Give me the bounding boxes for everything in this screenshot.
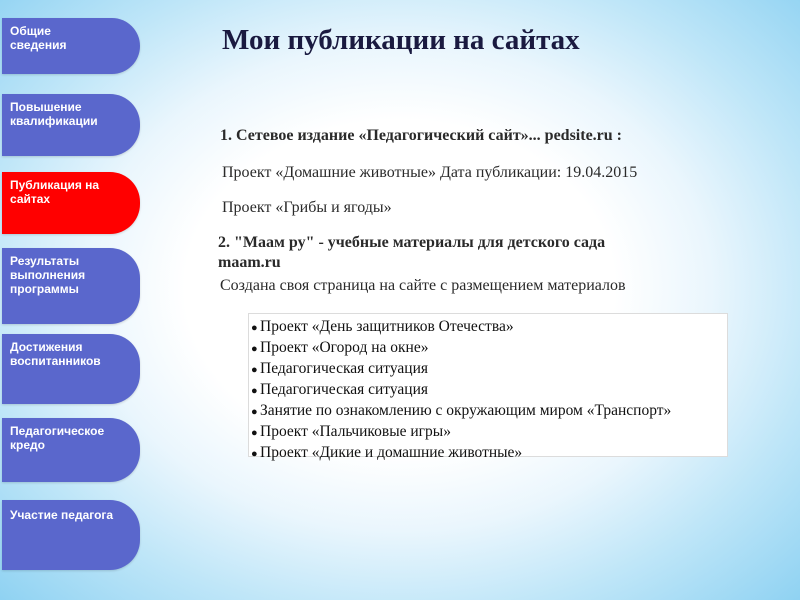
- nav-button-label: Повышение квалификации: [10, 100, 98, 128]
- bullet-icon: ●: [251, 448, 258, 460]
- nav-button-pedagogical-credo[interactable]: [2, 418, 140, 482]
- nav-button-label: Публикация на сайтах: [10, 178, 100, 206]
- nav-button-qualification[interactable]: [2, 94, 140, 156]
- nav-button-label: Достижения воспитанников: [10, 340, 101, 368]
- publication-item: Проект «Домашние животные» Дата публикации: 19.04.2015: [222, 164, 638, 181]
- list-item: [251, 338, 727, 359]
- nav-button-label: Участие педагога: [10, 508, 114, 522]
- bullet-icon: ●: [251, 385, 258, 397]
- bullet-icon: ●: [251, 406, 258, 418]
- material-title: Проект «Пальчиковые игры»: [260, 423, 451, 440]
- list-item: [251, 317, 727, 338]
- list-item: [251, 443, 727, 464]
- material-title: Педагогическая ситуация: [260, 381, 429, 398]
- section2-note: Создана своя страница на сайте с размещением материалов: [220, 277, 626, 294]
- bullet-icon: ●: [251, 322, 258, 334]
- list-item: [251, 359, 727, 380]
- material-title: Занятие по ознакомлению с окружающим миром «Транспорт»: [260, 402, 672, 419]
- nav-button-publications[interactable]: [2, 172, 140, 234]
- material-title: Проект «Дикие и домашние животные»: [260, 444, 523, 461]
- section2-site: maam.ru: [218, 254, 281, 271]
- page-title: Мои публикации на сайтах: [222, 24, 580, 56]
- materials-list-box: [248, 313, 728, 461]
- nav-button-label: Общие сведения: [10, 24, 67, 52]
- material-title: Проект «День защитников Отечества»: [260, 318, 514, 335]
- nav-button-label: Результаты выполнения программы: [10, 254, 86, 296]
- bullet-icon: ●: [251, 364, 258, 376]
- nav-button-label: Педагогическое кредо: [10, 424, 105, 452]
- section2-heading: 2. "Маам ру" - учебные материалы для детского сада: [218, 234, 606, 251]
- section1-heading: 1. Сетевое издание «Педагогический сайт»... pedsite.ru :: [220, 127, 622, 144]
- list-item: [251, 380, 727, 401]
- materials-list: [251, 317, 727, 464]
- nav-button-general-info[interactable]: [2, 18, 140, 74]
- nav-button-program-results[interactable]: [2, 248, 140, 324]
- material-title: Педагогическая ситуация: [260, 360, 429, 377]
- bullet-icon: ●: [251, 427, 258, 439]
- list-item: [251, 401, 727, 422]
- nav-button-student-achievements[interactable]: [2, 334, 140, 404]
- nav-button-teacher-participation[interactable]: [2, 500, 140, 570]
- publication-item: Проект «Грибы и ягоды»: [222, 199, 392, 216]
- material-title: Проект «Огород на окне»: [260, 339, 429, 356]
- list-item: [251, 422, 727, 443]
- bullet-icon: ●: [251, 343, 258, 355]
